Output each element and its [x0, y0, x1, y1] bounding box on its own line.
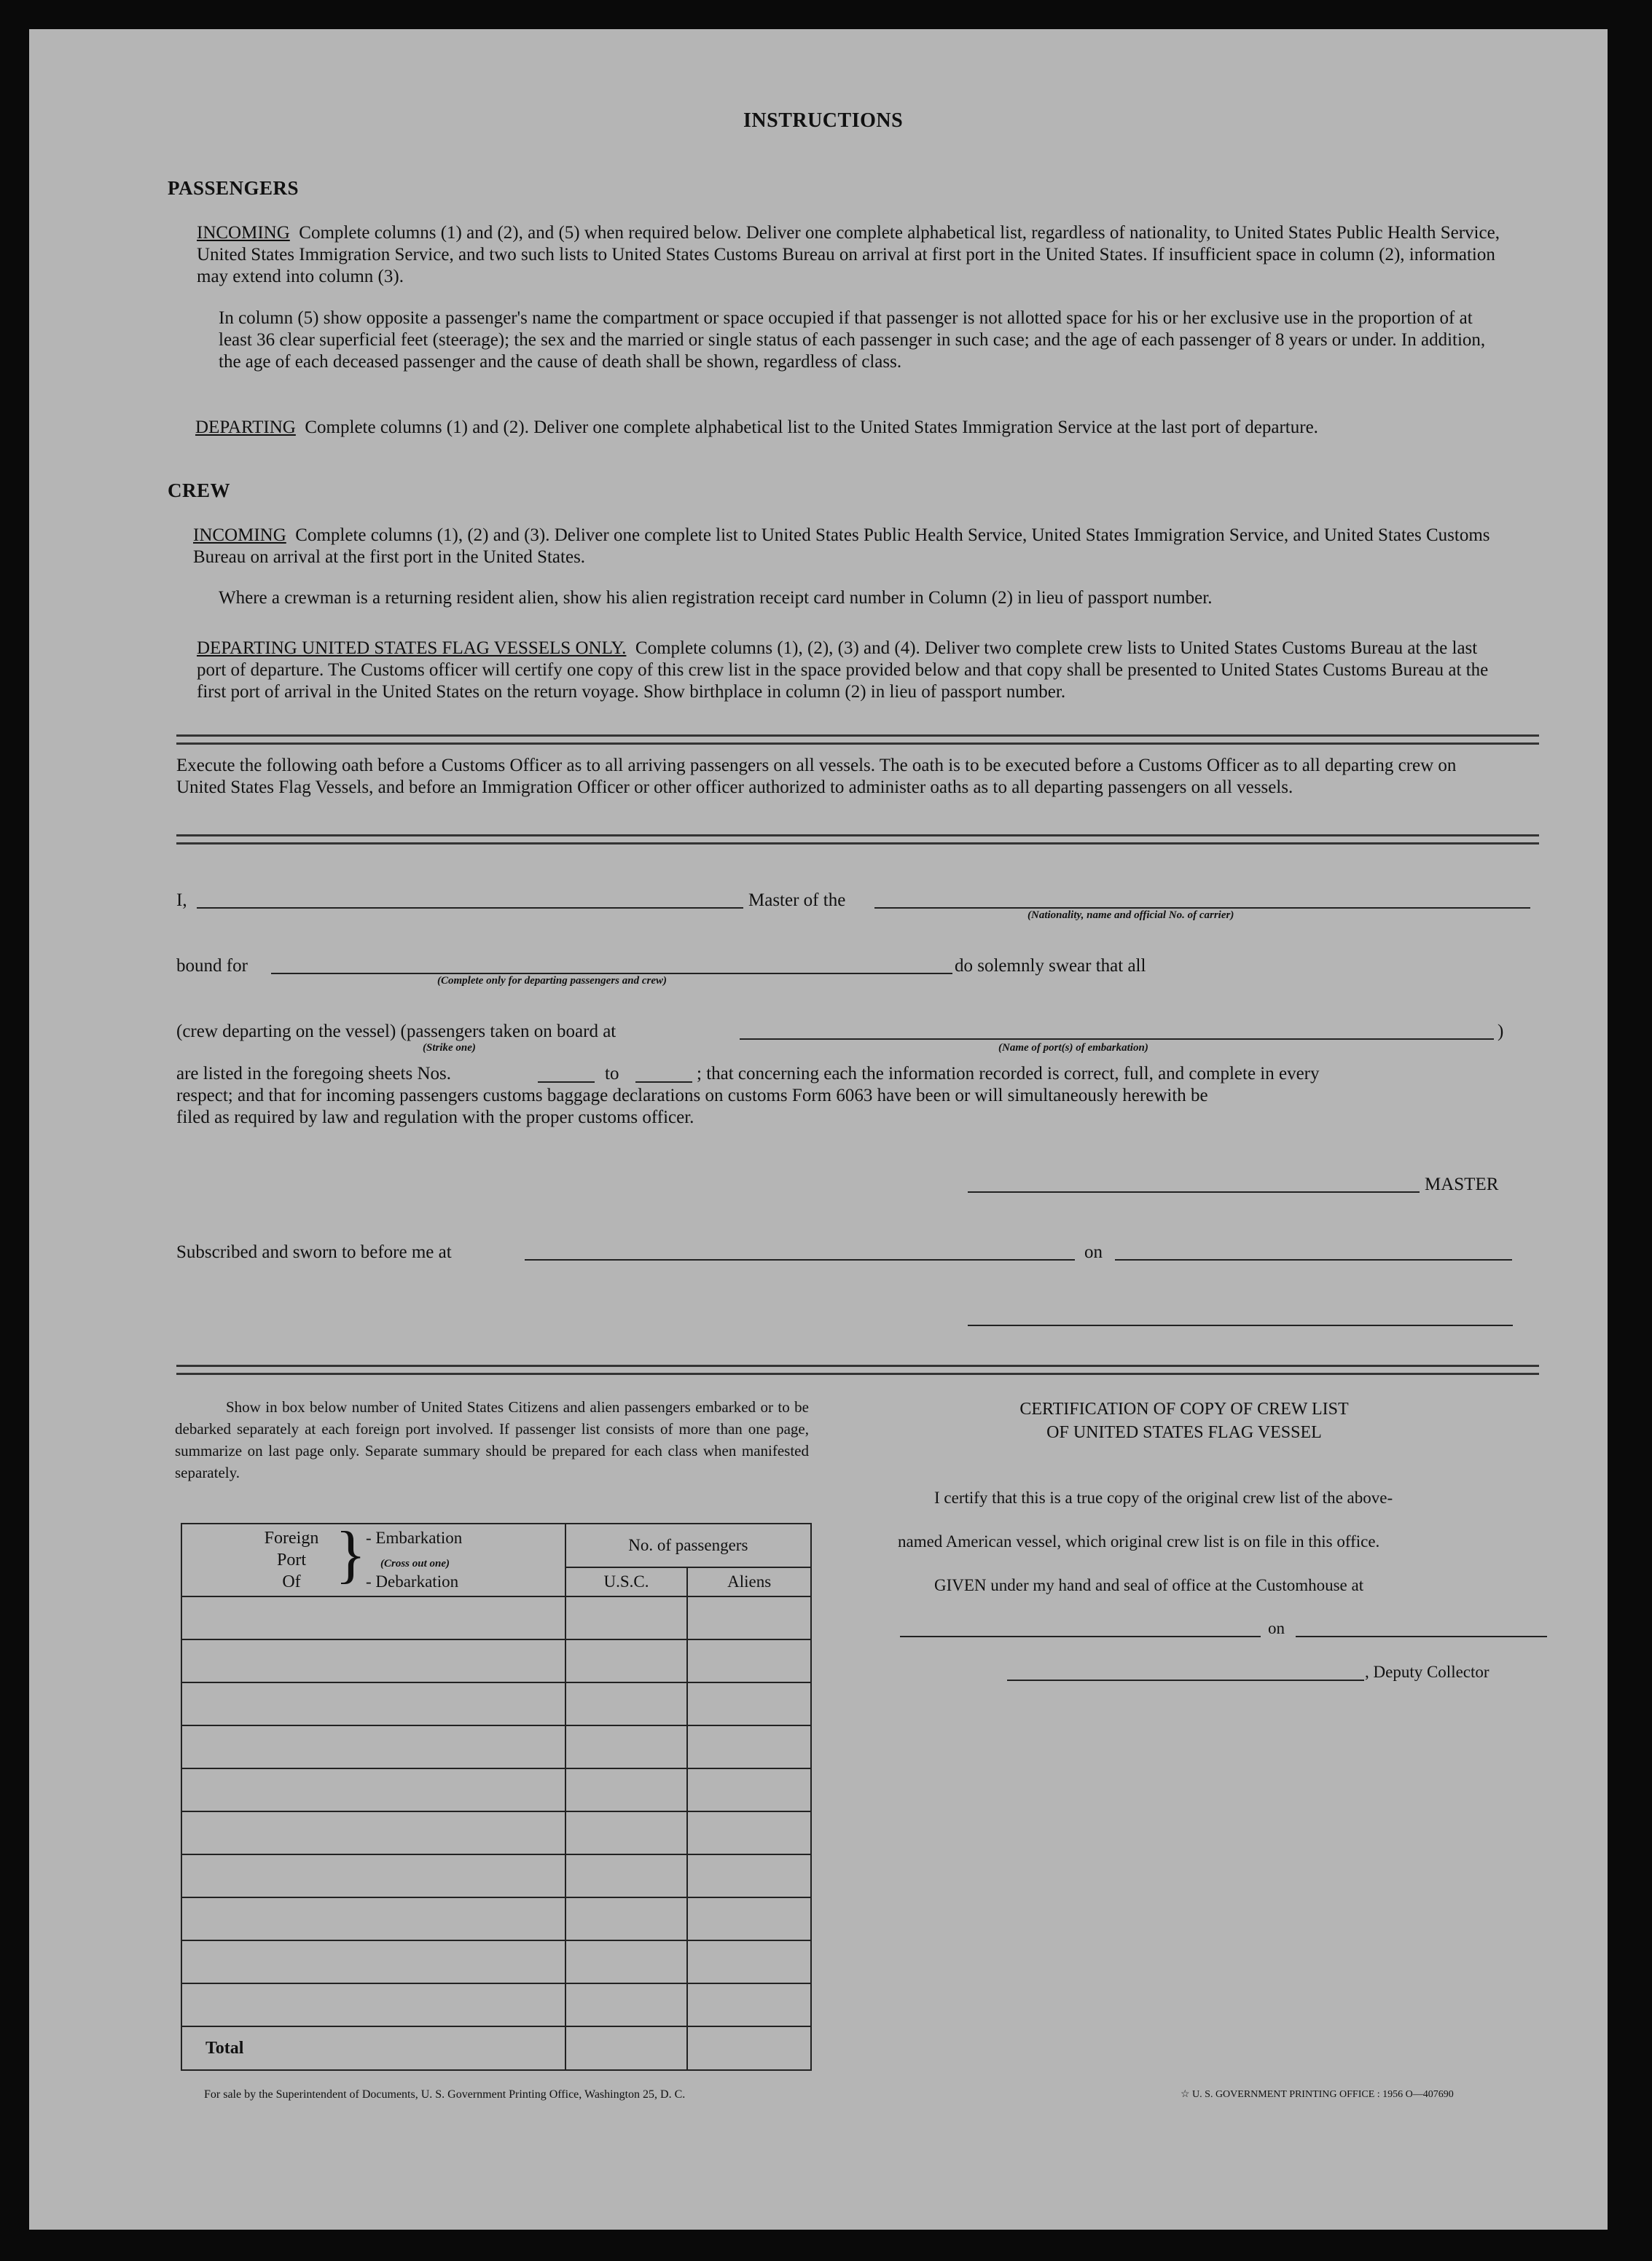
oath-i-label: I, — [176, 890, 187, 910]
deputy-collector-label: , Deputy Collector — [1365, 1663, 1489, 1681]
aliens-cell[interactable] — [687, 1983, 811, 2026]
total-row — [181, 2026, 811, 2070]
aliens-cell[interactable] — [687, 1596, 811, 1639]
usc-cell[interactable] — [565, 1682, 688, 1725]
strike-caption: (Strike one) — [423, 1042, 476, 1054]
master-of-the-label: Master of the — [748, 890, 846, 910]
crew-departing-paragraph — [197, 638, 1508, 703]
section-divider — [176, 834, 1539, 845]
bound-for-label: bound for — [176, 956, 248, 976]
aliens-cell[interactable] — [687, 1811, 811, 1854]
crew-heading: CREW — [168, 479, 231, 501]
aliens-cell[interactable] — [687, 1940, 811, 1983]
passengers-heading: PASSENGERS — [168, 177, 300, 199]
usc-cell[interactable] — [565, 1897, 688, 1940]
complete-caption: (Complete only for departing passengers and crew) — [437, 975, 667, 987]
foreign-port-header — [181, 1519, 565, 1596]
given-label: GIVEN under my hand and seal of office at the Customhouse at — [934, 1576, 1364, 1594]
table-row — [181, 1811, 811, 1854]
port-cell[interactable] — [181, 1811, 565, 1854]
usc-cell[interactable] — [565, 1983, 688, 2026]
certification-title — [882, 1398, 1487, 1444]
aliens-cell[interactable] — [687, 1725, 811, 1768]
crew-departing-label: DEPARTING UNITED STATES FLAG VESSELS ONLY. — [197, 638, 627, 658]
listed-b-label: ; that concerning each the information recorded is correct, full, and complete in every — [697, 1064, 1320, 1084]
port-cell[interactable] — [181, 1596, 565, 1639]
officer-signature-field[interactable] — [968, 1325, 1513, 1326]
summary-instructions: Show in box below number of United States Citizens and alien passengers embarked or to be debarked separately at each foreign port involved. If passenger list consists of more than one page, summarize on last page only. Separate summary should be prepared for each class when manifested separately. — [175, 1398, 809, 1481]
bound-for-field[interactable] — [271, 973, 952, 974]
footer-right: ☆ U. S. GOVERNMENT PRINTING OFFICE : 1956 O—407690 — [1181, 2089, 1454, 2100]
sheet-to-field[interactable] — [635, 1081, 692, 1083]
crew-alien-paragraph: Where a crewman is a returning resident alien, show his alien registration receipt card number in Column (2) in lieu of passport number. — [219, 588, 1213, 608]
cert-date-field[interactable] — [1296, 1636, 1547, 1637]
close-paren: ) — [1498, 1022, 1504, 1041]
aliens-cell[interactable] — [687, 1854, 811, 1897]
embarkation-label: - Embarkation — [366, 1529, 463, 1547]
port-cell[interactable] — [181, 1897, 565, 1940]
passengers-incoming-paragraph — [197, 222, 1508, 288]
port-cell[interactable] — [181, 1854, 565, 1897]
aliens-header: Aliens — [687, 1567, 811, 1596]
passenger-summary-table — [181, 1519, 812, 2071]
customhouse-field[interactable] — [900, 1636, 1261, 1637]
crew-incoming-text: Complete columns (1), (2) and (3). Deliver one complete list to United States Public Health Service, United States Immigration Service, and United States Customs Bureau on arrival at the first port in the United States. — [193, 525, 1490, 567]
table-row — [181, 1940, 811, 1983]
ports-caption: (Name of port(s) of embarkation) — [998, 1042, 1148, 1054]
total-aliens-cell[interactable] — [687, 2026, 811, 2070]
passengers-incoming-text: Complete columns (1) and (2), and (5) when required below. Deliver one complete alphabetical list, regardless of nationality, to United States Public Health Service, United States Immigration Service, and two such lists to United States Customs Bureau on arrival at first port in the United States. If insufficient space in column (2), information may extend into column (3). — [197, 223, 1500, 286]
brace-icon: } — [335, 1519, 367, 1590]
table-row — [181, 1854, 811, 1897]
aliens-cell[interactable] — [687, 1897, 811, 1940]
embarkation-port-field[interactable] — [740, 1038, 1494, 1040]
page-title: INSTRUCTIONS — [743, 109, 904, 132]
carrier-field[interactable] — [874, 907, 1530, 909]
port-cell[interactable] — [181, 1639, 565, 1682]
sworn-on-label: on — [1084, 1242, 1103, 1262]
port-label: Port — [276, 1551, 306, 1570]
aliens-cell[interactable] — [687, 1682, 811, 1725]
passengers-departing-paragraph — [195, 417, 1507, 439]
crew-incoming-label: INCOMING — [193, 525, 286, 545]
table-row — [181, 1983, 811, 2026]
crew-incoming-paragraph — [193, 525, 1508, 568]
nationality-caption: (Nationality, name and official No. of carrier) — [1027, 909, 1234, 921]
footer-left: For sale by the Superintendent of Documents, U. S. Government Printing Office, Washington 25, D. C. — [204, 2088, 686, 2101]
foreign-label: Foreign — [264, 1529, 319, 1548]
sworn-place-field[interactable] — [525, 1259, 1075, 1261]
total-label: Total — [181, 2026, 565, 2070]
table-row — [181, 1897, 811, 1940]
section-divider — [176, 1365, 1539, 1375]
table-header-row — [181, 1524, 811, 1567]
aliens-cell[interactable] — [687, 1639, 811, 1682]
deputy-signature-field[interactable] — [1007, 1680, 1364, 1681]
passengers-departing-label: DEPARTING — [195, 418, 296, 437]
debarkation-label: - Debarkation — [366, 1572, 459, 1591]
sworn-date-field[interactable] — [1115, 1259, 1512, 1261]
swear-label: do solemnly swear that all — [955, 956, 1146, 976]
port-cell[interactable] — [181, 1940, 565, 1983]
table-row — [181, 1725, 811, 1768]
column5-paragraph: In column (5) show opposite a passenger's name the compartment or space occupied if that passenger is not allotted space for his or her exclusive use in the proportion of at least 36 clear superficial feet (steerage); the sex and the married or single status of each passenger in such case; and the age of each passenger of 8 years or under. In addition, the age of each deceased passenger and the cause of death shall be shown, regardless of class. — [219, 308, 1486, 372]
usc-cell[interactable] — [565, 1639, 688, 1682]
listed-c-label: respect; and that for incoming passengers customs baggage declarations on customs Form 6063 have been or will simultaneously herewith be — [176, 1086, 1208, 1105]
certification-title-line1: CERTIFICATION OF COPY OF CREW LIST — [1019, 1400, 1349, 1419]
table-row — [181, 1639, 811, 1682]
usc-cell[interactable] — [565, 1854, 688, 1897]
port-cell[interactable] — [181, 1983, 565, 2026]
certify-line2: named American vessel, which original crew list is on file in this office. — [898, 1532, 1380, 1551]
certification-title-line2: OF UNITED STATES FLAG VESSEL — [1046, 1423, 1322, 1442]
sheet-from-field[interactable] — [538, 1081, 595, 1083]
port-cell[interactable] — [181, 1768, 565, 1811]
usc-cell[interactable] — [565, 1768, 688, 1811]
port-cell[interactable] — [181, 1682, 565, 1725]
cert-on-label: on — [1268, 1619, 1285, 1637]
section-divider — [176, 734, 1539, 745]
master-name-field[interactable] — [197, 907, 743, 909]
table-row — [181, 1596, 811, 1639]
listed-a-label: are listed in the foregoing sheets Nos. — [176, 1064, 451, 1084]
usc-cell[interactable] — [565, 1811, 688, 1854]
passengers-departing-text: Complete columns (1) and (2). Deliver one complete alphabetical list to the United States Immigration Service at the last port of departure. — [305, 418, 1318, 437]
oath-intro: Execute the following oath before a Customs Officer as to all arriving passengers on all vessels. The oath is to be executed before a Customs Officer as to all departing crew on United States Flag Vessels, and before an Immigration Officer or other officer authorized to administer oaths as to all departing passengers on all vessels. — [176, 756, 1457, 797]
total-usc-cell[interactable] — [565, 2026, 688, 2070]
usc-header: U.S.C. — [565, 1567, 688, 1596]
master-label: MASTER — [1425, 1175, 1499, 1194]
certify-line1: I certify that this is a true copy of the original crew list of the above- — [934, 1489, 1393, 1507]
listed-d-label: filed as required by law and regulation with the proper customs officer. — [176, 1108, 694, 1127]
listed-to-label: to — [605, 1064, 619, 1084]
of-label: Of — [282, 1572, 301, 1591]
usc-cell[interactable] — [565, 1596, 688, 1639]
cross-out-caption: (Cross out one) — [380, 1558, 450, 1570]
port-cell[interactable] — [181, 1725, 565, 1768]
no-of-passengers-header: No. of passengers — [565, 1524, 811, 1567]
master-signature-field[interactable] — [968, 1191, 1420, 1193]
aliens-cell[interactable] — [687, 1768, 811, 1811]
crew-departing-text: Complete columns (1), (2), (3) and (4). Deliver two complete crew lists to United States Customs Bureau at the last port of departure. The Customs officer will certify one copy of this crew list in the space provided below and that copy shall be presented to United States Customs Bureau at the first port of arrival in the United States on the return voyage. Show birthplace in column (2) in lieu of passport number. — [197, 638, 1489, 702]
passengers-incoming-label: INCOMING — [197, 223, 290, 243]
subscribed-label: Subscribed and sworn to before me at — [176, 1242, 452, 1262]
table-row — [181, 1768, 811, 1811]
crew-passengers-label: (crew departing on the vessel) (passengers taken on board at — [176, 1022, 616, 1041]
usc-cell[interactable] — [565, 1725, 688, 1768]
form-page — [29, 29, 1608, 2230]
usc-cell[interactable] — [565, 1940, 688, 1983]
table-row — [181, 1682, 811, 1725]
